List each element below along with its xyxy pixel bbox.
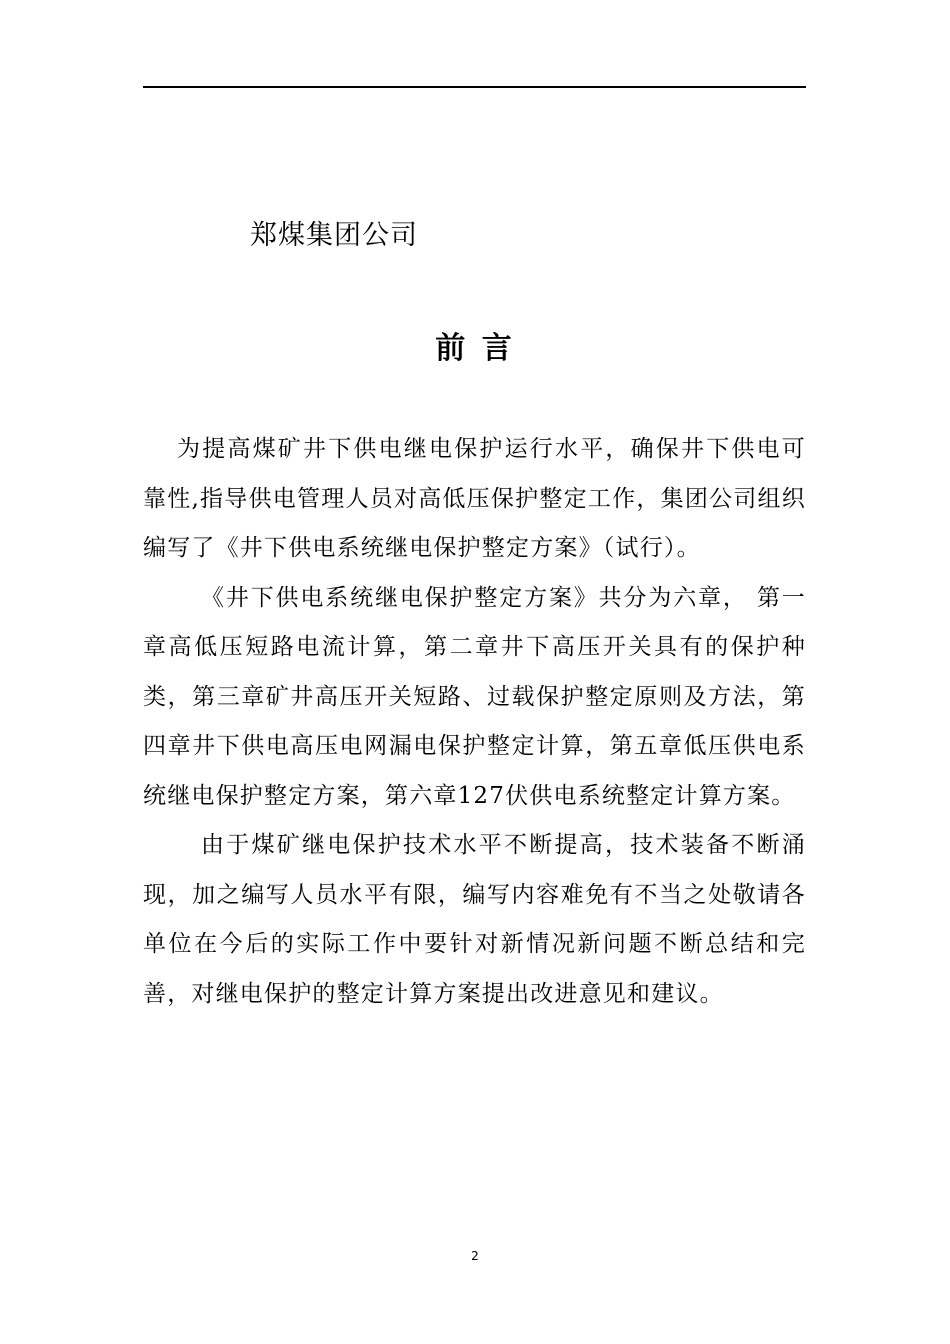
page-number: 2 xyxy=(471,1249,479,1263)
header-rule xyxy=(143,86,806,88)
company-name: 郑煤集团公司 xyxy=(250,220,418,251)
page-title: 前 言 xyxy=(435,331,515,366)
paragraph-1: 为提高煤矿井下供电继电保护运行水平，确保井下供电可靠性,指导供电管理人员对高低压保护整定工作，集团公司组织编写了《井下供电系统继电保护整定方案》（试行）。 xyxy=(143,436,806,561)
preface-body xyxy=(143,425,806,1019)
paragraph-2: 《井下供电系统继电保护整定方案》共分为六章， 第一章高低压短路电流计算，第二章井下高压开关具有的保护种类，第三章矿井高压开关短路、过载保护整定原则及方法，第四章井下供电高压电网漏电保护整定计算，第五章低压供电系统继电保护整定方案，第六章127伏供电系统整定计算方案。 xyxy=(143,584,806,809)
paragraph-3: 由于煤矿继电保护技术水平不断提高，技术装备不断涌现，加之编写人员水平有限，编写内容难免有不当之处敬请各单位在今后的实际工作中要针对新情况新问题不断总结和完善，对继电保护的整定计算方案提出改进意见和建议。 xyxy=(143,832,806,1007)
